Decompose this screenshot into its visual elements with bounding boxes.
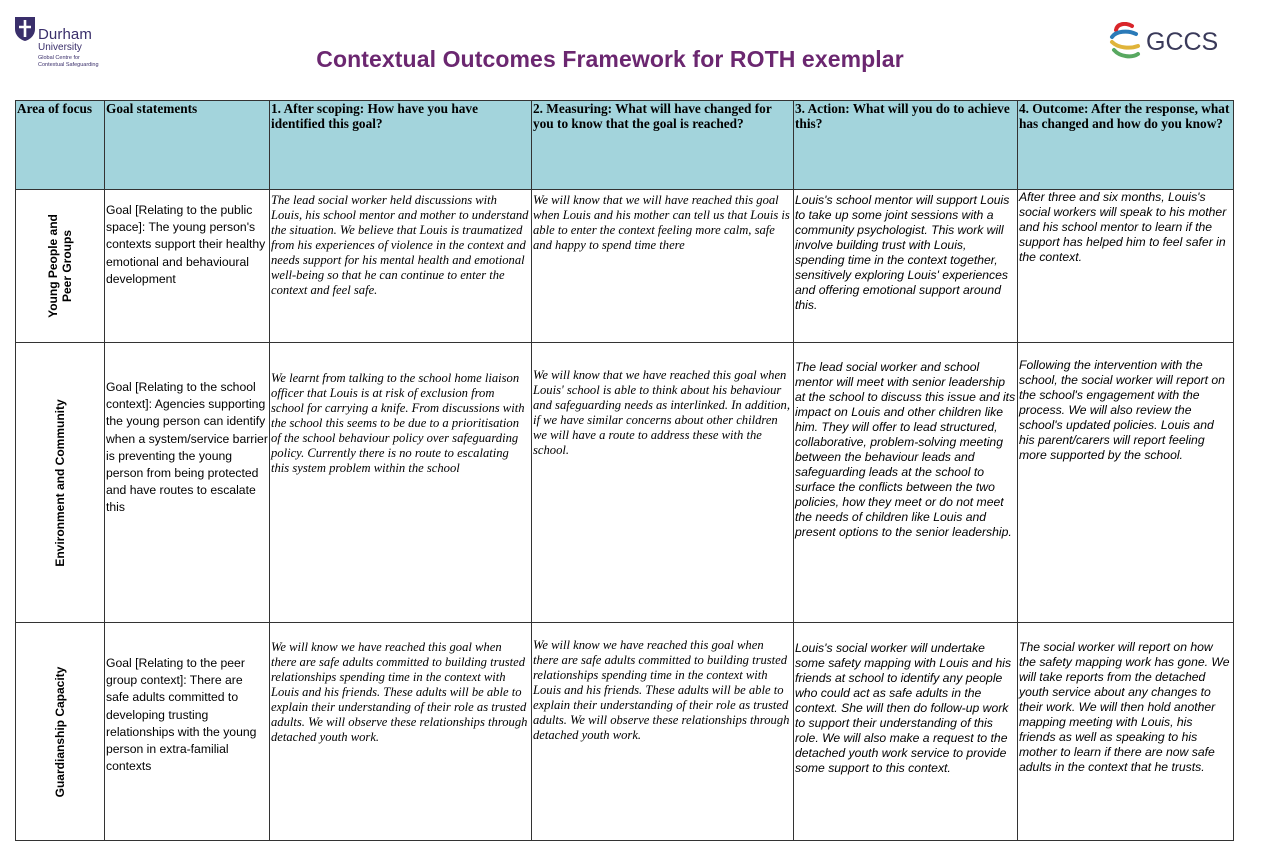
- durham-university-logo: [14, 14, 134, 72]
- table-row: [16, 343, 1234, 623]
- header-area-of-focus: Area of focus: [16, 101, 105, 190]
- table-row: [16, 190, 1234, 343]
- gccs-mark-icon: [1106, 22, 1142, 60]
- area-of-focus-label: [53, 399, 67, 566]
- durham-tagline-line2: Contextual Safeguarding: [38, 61, 99, 68]
- area-of-focus-cell: [16, 623, 105, 841]
- gccs-logo: [1106, 22, 1236, 62]
- header-measuring: 2. Measuring: What will have changed for you to know that the goal is reached?: [532, 101, 794, 190]
- scoping-cell: The lead social worker held discussions with Louis, his school mentor and mother to understand the situation. We believe that Louis is traumatized from his experiences of violence in the context and needs support for his mental health and emotional well-being so that he can continue to enter the context and feel safe.: [270, 190, 532, 343]
- action-cell: Louis's social worker will undertake some safety mapping with Louis and his friends at school to identify any people who could act as safe adults in the context. She will then do follow-up work to support their understanding of this role. We will also make a request to the detached youth work service to provide some support to this context.: [794, 623, 1018, 841]
- measuring-cell: We will know that we have reached this goal when Louis' school is able to think about his behaviour and safeguarding needs as interlinked. In addition, if we have similar concerns about other children we will have a route to address these with the school.: [532, 343, 794, 623]
- header-action: 3. Action: What will you do to achieve this?: [794, 101, 1018, 190]
- header-outcome: 4. Outcome: After the response, what has changed and how do you know?: [1018, 101, 1234, 190]
- durham-tagline-line1: Global Centre for: [38, 55, 80, 61]
- goal-statement-cell: Goal [Relating to the peer group context]: There are safe adults committed to developing trusting relationships with the young person in extra-familial contexts: [105, 623, 270, 841]
- measuring-cell: We will know that we will have reached this goal when Louis and his mother can tell us that Louis is able to enter the context feeling more calm, safe and happy to spend time there: [532, 190, 794, 343]
- outcome-cell: Following the intervention with the school, the social worker will report on the school's engagement with the process. We will also review the school's updated policies. Louis and his parent/carers will report feeling more supported by the school.: [1018, 343, 1234, 623]
- area-label-line1: Environment and Community: [53, 398, 67, 567]
- outcome-cell: The social worker will report on how the safety mapping work has gone. We will take reports from the detached youth service about any changes to their work. We will then hold another mapping meeting with Louis, his friends as well as speaking to his mother to learn if there are now safe adults in the context that he trusts.: [1018, 623, 1234, 841]
- durham-crest-icon: [14, 16, 36, 42]
- durham-name: Durham: [38, 26, 92, 43]
- outcomes-framework-table: [15, 100, 1234, 841]
- header-after-scoping: 1. After scoping: How have you have identified this goal?: [270, 101, 532, 190]
- area-label-line2: Peer Groups: [60, 229, 74, 303]
- durham-sub: University: [38, 42, 82, 53]
- scoping-cell: We will know we have reached this goal when there are safe adults committed to building trusted relationships spending time in the context with Louis and his friends. These adults will be able to explain their understanding of their role as trusted adults. We will observe these relationships through detached youth work.: [270, 623, 532, 841]
- table-row: [16, 623, 1234, 841]
- area-of-focus-cell: [16, 190, 105, 343]
- goal-statement-cell: Goal [Relating to the public space]: The young person's contexts support their healthy emotional and behavioural development: [105, 190, 270, 343]
- action-cell: The lead social worker and school mentor will meet with senior leadership at the school to discuss this issue and its impact on Louis and other children like him. They will offer to lead structured, collaborative, problem-solving meeting between the behaviour leads and safeguarding leads at the school to surface the conflicts between the two policies, how they meet or do not meet the needs of children like Louis and present options to the senior leadership.: [794, 343, 1018, 623]
- durham-tagline: [38, 55, 138, 68]
- area-of-focus-label: [46, 214, 74, 318]
- area-label-line1: Young People and: [46, 214, 60, 318]
- scoping-cell: We learnt from talking to the school home liaison officer that Louis is at risk of exclusion from school for carrying a knife. From discussions with the school this seems to be due to a prioritisation of the school behaviour policy over safeguarding policy. Currently there is no route to escalating this system problem within the school: [270, 343, 532, 623]
- area-of-focus-cell: [16, 343, 105, 623]
- page-title: Contextual Outcomes Framework for ROTH exemplar: [316, 46, 904, 72]
- area-of-focus-label: [53, 666, 67, 797]
- outcome-cell: After three and six months, Louis's social workers will speak to his mother and his school mentor to learn if the support has helped him to feel safer in the context.: [1018, 190, 1234, 343]
- area-label-line1: Guardianship Capacity: [53, 666, 67, 797]
- gccs-text: GCCS: [1146, 28, 1219, 56]
- goal-statement-cell: Goal [Relating to the school context]: Agencies supporting the young person can identify when a system/service barrier is preventing the young person from being protected and have routes to escalate this: [105, 343, 270, 623]
- header-goal-statements: Goal statements: [105, 101, 270, 190]
- measuring-cell: We will know we have reached this goal when there are safe adults committed to building trusted relationships spending time in the context with Louis and his friends. These adults will be able to explain their understanding of their role as trusted adults. We will observe these relationships through detached youth work.: [532, 623, 794, 841]
- action-cell: Louis's school mentor will support Louis to take up some joint sessions with a community psychologist. This work will involve building trust with Louis, spending time in the context together, sensitively exploring Louis' experiences and offering emotional support around this.: [794, 190, 1018, 343]
- table-header-row: [16, 101, 1234, 190]
